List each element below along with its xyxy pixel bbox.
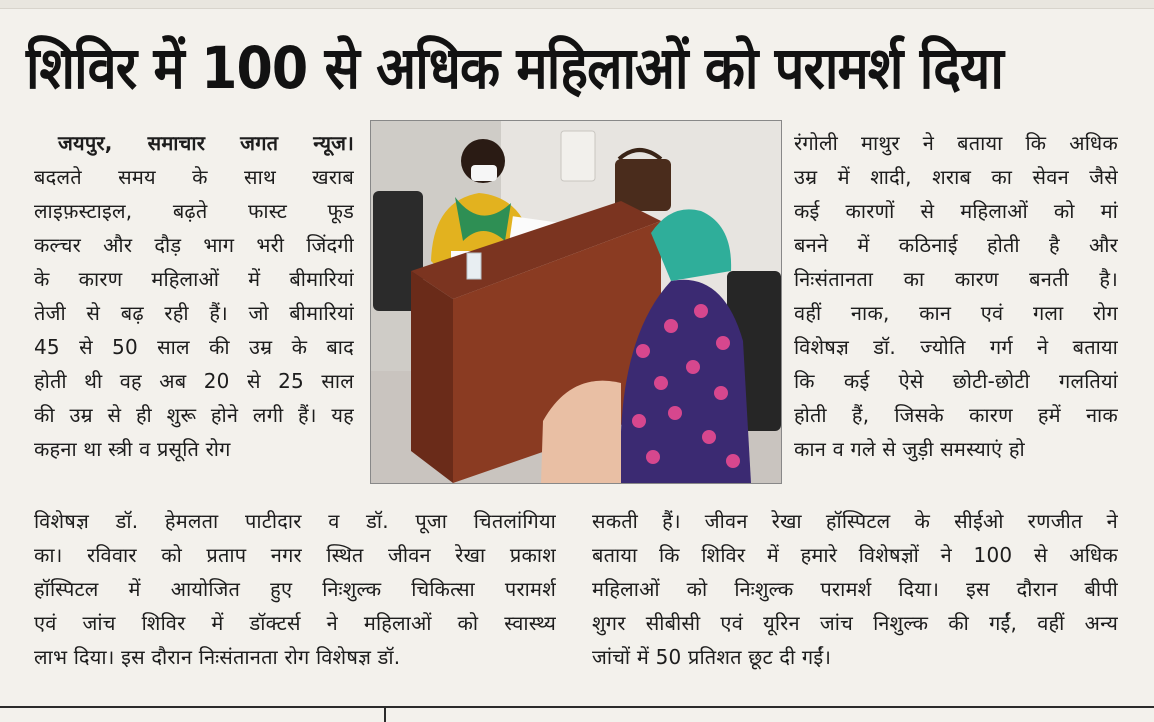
text-line: 45 से 50 साल की उम्र के बाद bbox=[34, 335, 354, 359]
text-line: लाइफ़स्टाइल, बढ़ते फास्ट फूड bbox=[34, 199, 354, 223]
text-line: शुगर सीबीसी एवं यूरिन जांच निशुल्क की गईं, वहीं अन्य bbox=[592, 611, 1118, 635]
bottom-left-column bbox=[34, 504, 556, 674]
text-line: एवं जांच शिविर में डॉक्टर्स ने महिलाओं को स्वास्थ्य bbox=[34, 611, 556, 635]
text-line: लाभ दिया। इस दौरान निःसंतानता रोग विशेषज्ञ डॉ. bbox=[34, 645, 401, 669]
text-line: रंगोली माथुर ने बताया कि अधिक bbox=[794, 131, 1118, 155]
text-line: निःसंतानता का कारण बनती है। bbox=[794, 267, 1118, 291]
text-line: बदलते समय के साथ खराब bbox=[34, 165, 354, 189]
text-line: के कारण महिलाओं में बीमारियां bbox=[34, 267, 354, 291]
text-line: जांचों में 50 प्रतिशत छूट दी गईं। bbox=[592, 645, 832, 669]
text-line: वहीं नाक, कान एवं गला रोग bbox=[794, 301, 1118, 325]
text-line: होती थी वह अब 20 से 25 साल bbox=[34, 369, 354, 393]
text-line: का। रविवार को प्रताप नगर स्थित जीवन रेखा प्रकाश bbox=[34, 543, 556, 567]
bottom-right-column bbox=[592, 504, 1118, 674]
text-line: तेजी से बढ़ रही हैं। जो बीमारियां bbox=[34, 301, 354, 325]
text-line: हॉस्पिटल में आयोजित हुए निःशुल्क चिकित्सा परामर्श bbox=[34, 577, 556, 601]
text-line: जयपुर, समाचार जगत न्यूज। bbox=[58, 131, 354, 155]
text-line: बताया कि शिविर में हमारे विशेषज्ञों ने 100 से अधिक bbox=[592, 543, 1118, 567]
text-line: कि कई ऐसे छोटी-छोटी गलतियां bbox=[794, 369, 1118, 393]
text-line: महिलाओं को निःशुल्क परामर्श दिया। इस दौरान बीपी bbox=[592, 577, 1118, 601]
top-rule bbox=[0, 0, 1154, 9]
text-line: कई कारणों से महिलाओं को मां bbox=[794, 199, 1118, 223]
consultation-photo bbox=[370, 120, 782, 484]
text-line: की उम्र से ही शुरू होने लगी हैं। यह bbox=[34, 403, 354, 427]
left-column bbox=[34, 126, 354, 466]
text-line: सकती हैं। जीवन रेखा हॉस्पिटल के सीईओ रणजीत ने bbox=[592, 509, 1118, 533]
text-line: उम्र में शादी, शराब का सेवन जैसे bbox=[794, 165, 1118, 189]
headline: शिविर में 100 से अधिक महिलाओं को परामर्श दिया bbox=[26, 34, 1003, 102]
right-column bbox=[794, 126, 1118, 466]
text-line: कल्चर और दौड़ भाग भरी जिंदगी bbox=[34, 233, 354, 257]
text-line: कान व गले से जुड़ी समस्याएं हो bbox=[794, 437, 1025, 461]
text-line: होती हैं, जिसके कारण हमें नाक bbox=[794, 403, 1118, 427]
text-line: विशेषज्ञ डॉ. हेमलता पाटीदार व डॉ. पूजा चितलांगिया bbox=[34, 509, 556, 533]
text-line: विशेषज्ञ डॉ. ज्योति गर्ग ने बताया bbox=[794, 335, 1118, 359]
text-line: बनने में कठिनाई होती है और bbox=[794, 233, 1118, 257]
photo-illustration bbox=[371, 121, 781, 483]
text-line: कहना था स्त्री व प्रसूति रोग bbox=[34, 437, 231, 461]
